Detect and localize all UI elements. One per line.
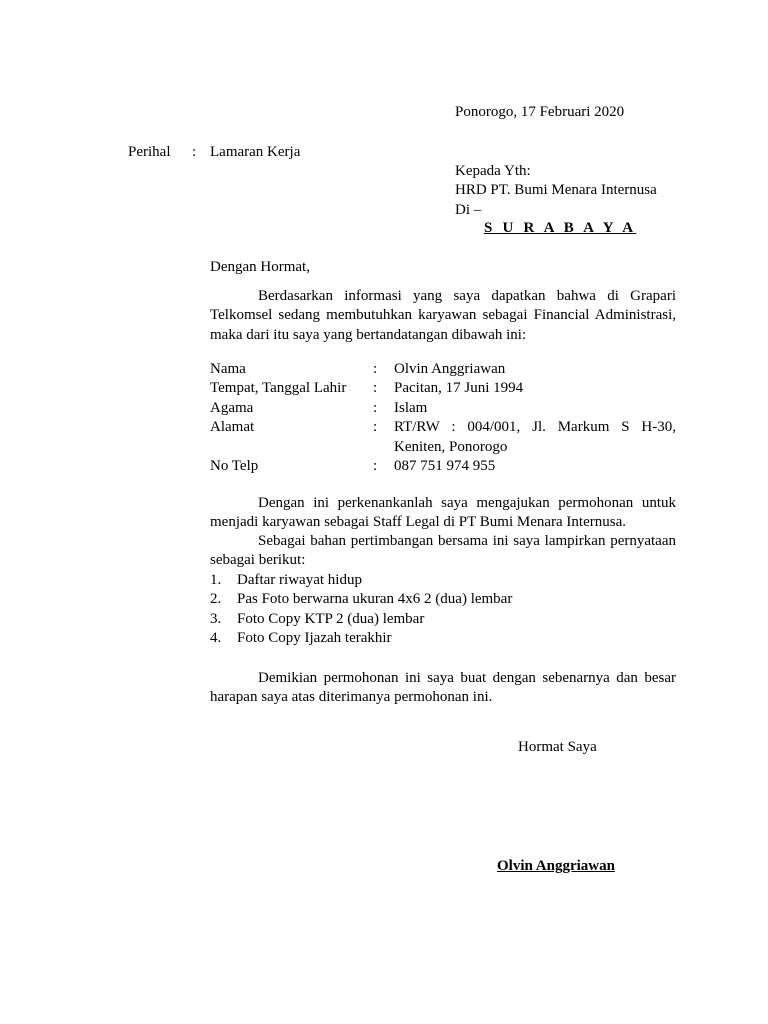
salutation: Dengan Hormat,	[210, 259, 310, 275]
list-item	[210, 590, 676, 609]
data-value: RT/RW : 004/001, Jl. Markum S H-30, Keniten, Ponorogo	[394, 419, 676, 455]
list-number: 4.	[210, 630, 222, 647]
data-colon: :	[373, 458, 378, 475]
data-label: Tempat, Tanggal Lahir	[210, 380, 347, 397]
addressee-greeting: Kepada Yth:	[455, 163, 531, 179]
data-label: No Telp	[210, 458, 259, 475]
data-row-address	[210, 418, 676, 457]
subject-value: Lamaran Kerja	[210, 144, 301, 160]
list-text: Foto Copy KTP 2 (dua) lembar	[237, 610, 425, 627]
attachments-intro-paragraph: Sebagai bahan pertimbangan bersama ini saya lampirkan pernyataan sebagai berikut:	[210, 533, 676, 569]
opening-paragraph: Berdasarkan informasi yang saya dapatkan bahwa di Grapari Telkomsel sedang membutuhkan karyawan sebagai Financial Administrasi, maka dari itu saya yang bertandatangan dibawah ini:	[210, 288, 676, 343]
addressee-company: HRD PT. Bumi Menara Internusa	[455, 182, 657, 199]
closing-greeting: Hormat Saya	[518, 739, 597, 755]
data-row-religion	[210, 399, 676, 418]
addressee-city: S U R A B A Y A	[484, 220, 637, 236]
list-number: 1.	[210, 572, 222, 588]
letter-date: Ponorogo, 17 Februari 2020	[455, 104, 625, 120]
attachments-list	[210, 571, 676, 649]
list-text: Daftar riwayat hidup	[237, 572, 362, 588]
data-row-phone	[210, 457, 676, 476]
data-label: Alamat	[210, 419, 255, 436]
list-text: Pas Foto berwarna ukuran 4x6 2 (dua) lembar	[237, 591, 513, 608]
data-label: Agama	[210, 399, 254, 416]
data-colon: :	[373, 419, 378, 436]
data-row-birth	[210, 379, 676, 398]
application-paragraph: Dengan ini perkenankanlah saya mengajukan permohonan untuk menjadi karyawan sebagai Staff Legal di PT Bumi Menara Internusa.	[210, 495, 676, 531]
data-row-name	[210, 360, 676, 379]
addressee-location-prefix: Di –	[455, 201, 482, 218]
list-number: 3.	[210, 610, 222, 627]
list-item	[210, 629, 676, 648]
addressee-block	[455, 162, 657, 220]
data-value: 087 751 974 955	[394, 458, 496, 475]
data-colon: :	[373, 380, 378, 397]
subject-colon: :	[192, 144, 197, 160]
closing-paragraph: Demikian permohonan ini saya buat dengan sebenarnya dan besar harapan saya atas diterimanya permohonan ini.	[210, 670, 676, 706]
data-value: Islam	[394, 399, 428, 416]
data-label: Nama	[210, 361, 246, 377]
list-number: 2.	[210, 591, 222, 608]
personal-data-table	[210, 360, 676, 476]
subject-label: Perihal	[128, 144, 171, 160]
data-colon: :	[373, 399, 378, 416]
signature-name: Olvin Anggriawan	[497, 858, 615, 874]
data-colon: :	[373, 361, 378, 377]
data-value: Pacitan, 17 Juni 1994	[394, 380, 524, 397]
list-text: Foto Copy Ijazah terakhir	[237, 630, 392, 647]
list-item	[210, 571, 676, 590]
data-value: Olvin Anggriawan	[394, 361, 506, 377]
list-item	[210, 610, 676, 629]
